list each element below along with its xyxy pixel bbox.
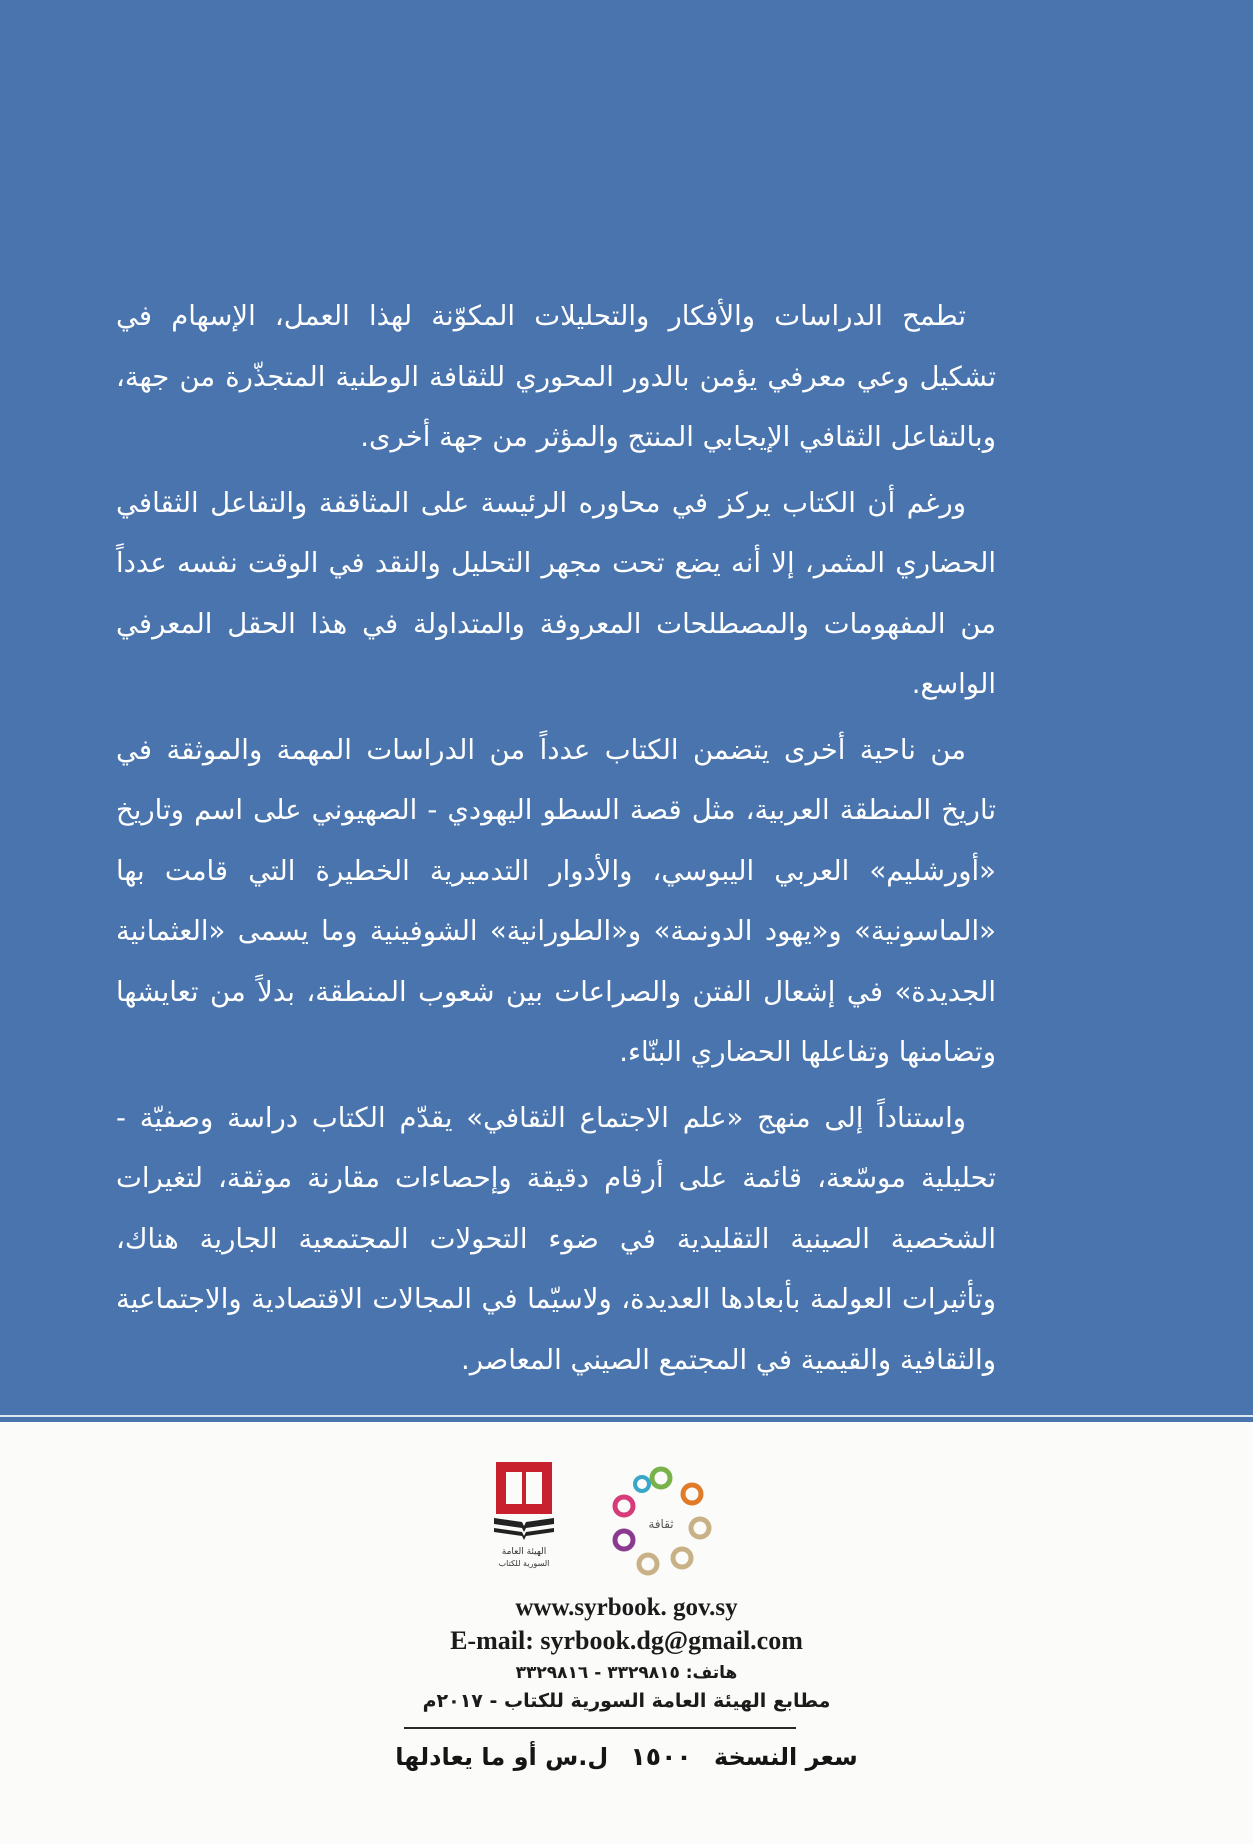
syrian-book-authority-logo [492,1460,556,1580]
blurb-paragraph-2: ورغم أن الكتاب يركز في محاوره الرئيسة على المثاقفة والتفاعل الثقافي الحضاري المثمر، إلا أنه يضع تحت مجهر التحليل والنقد في الوقت نفسه عدداً من المفهومات والمصطلحات المعروفة والمتداولة في هذا الحقل المعرفي الواسع. [116,486,996,700]
publisher-phone: هاتف: ٣٣٢٩٨١٥ - ٣٣٢٩٨١٦ [515,1663,738,1683]
price-divider [404,1727,796,1729]
publisher-logos [0,1460,1253,1590]
back-cover-blurb [116,286,996,1395]
blurb-paragraph-1: تطمح الدراسات والأفكار والتحليلات المكوّنة لهذا العمل، الإسهام في تشكيل وعي معرفي يؤمن بالدور المحوري للثقافة الوطنية المتجذّرة من جهة، وبالتفاعل الثقافي الإيجابي المنتج والمؤثر من جهة أخرى. [116,300,996,453]
printer-credit: مطابع الهيئة العامة السورية للكتاب - ٢٠١٧م [422,1690,831,1712]
blurb-paragraph-3: من ناحية أخرى يتضمن الكتاب عدداً من الدراسات المهمة والموثقة في تاريخ المنطقة العربية، مثل قصة السطو اليهودي - الصهيوني على اسم وتاريخ «أورشليم» العربي اليبوسي، والأدوار التدميرية الخطيرة التي قامت بها «الماسونية» و«يهود الدونمة» و«الطورانية» الشوفينية وما يسمى «العثمانية الجديدة» في إشعال الفتن والصراعات بين شعوب المنطقة، بدلاً من تعايشها وتضامنها وتفاعلها الحضاري البنّاء. [116,733,996,1068]
logo-caption-2: السورية للكتاب [498,1559,550,1568]
cover-edge-strip [0,1412,1253,1422]
blurb-paragraph-4: واستناداً إلى منهج «علم الاجتماع الثقافي» يقدّم الكتاب دراسة وصفيّة - تحليلية موسّعة، قائمة على أرقام دقيقة وإحصاءات مقارنة موثقة، لتغيرات الشخصية الصينية التقليدية في ضوء التحولات المجتمعية الجارية هناك، وتأثيرات العولمة بأبعادها العديدة، ولاسيّما في المجالات الاقتصادية والاجتماعية والثقافية والقيمية في المجتمع الصيني المعاصر. [116,1101,996,1376]
ministry-of-culture-logo [610,1464,712,1582]
ministry-logo-text: ثقافة [648,1517,674,1531]
price-line [0,1742,1253,1771]
publisher-email[interactable]: E-mail: syrbook.dg@gmail.com [450,1626,803,1655]
publisher-website[interactable]: www.syrbook. gov.sy [515,1594,738,1621]
price-currency: ل.س أو ما يعادلها [395,1743,609,1771]
price-label: سعر النسخة [713,1743,858,1771]
price-amount: ١٥٠٠ [630,1742,692,1771]
logo-caption-1: الهيئة العامة [501,1547,547,1557]
